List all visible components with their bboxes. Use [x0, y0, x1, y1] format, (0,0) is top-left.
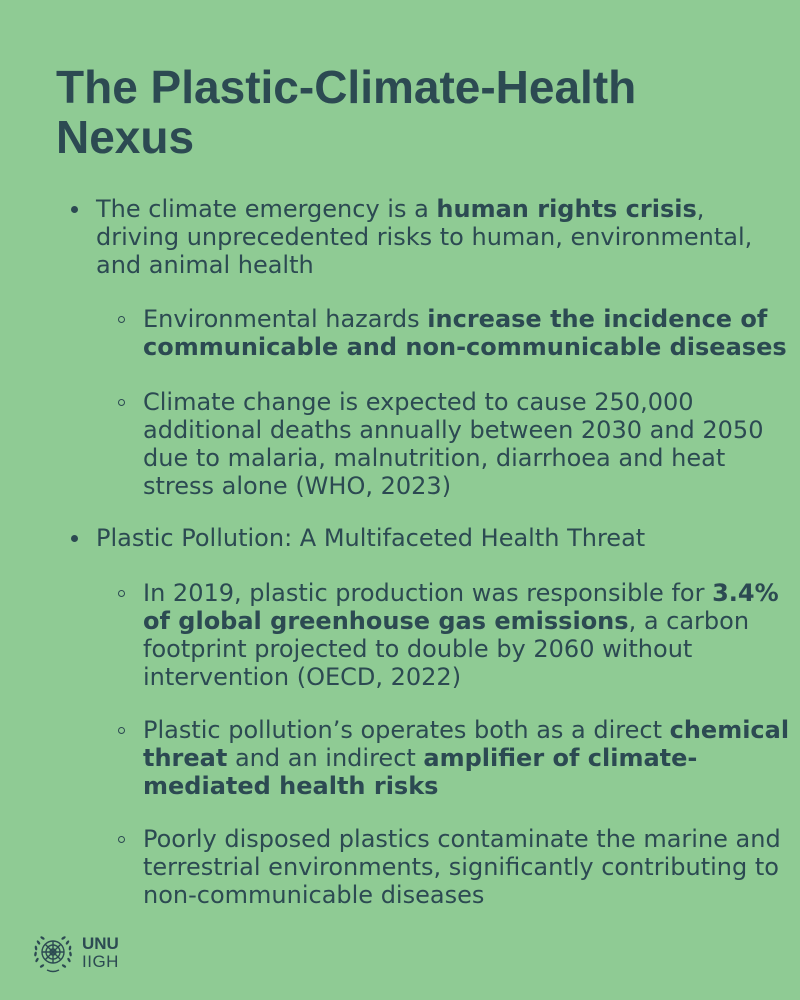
sub-bullet-ring-icon	[118, 399, 125, 406]
sub-bullet-ring-icon	[118, 836, 125, 843]
sub-bullet-text: Climate change is expected to cause 250,000 additional deaths annually between 2030 and 2050 due to malaria, malnutrition, diarrhoea and heat stress alone (WHO, 2023)	[143, 388, 764, 500]
bullet-text: , driving unprecedented risks to human, environmental, and animal health	[96, 195, 753, 279]
bullet-text: Plastic Pollution: A Multifaceted Health Threat	[96, 524, 646, 552]
sub-bullet-text: , a carbon footprint projected to double by 2060 without intervention (OECD, 2022)	[143, 607, 750, 691]
sub-bullet-text-bold: increase the incidence of communicable and non-communicable diseases	[143, 305, 787, 361]
sub-bullet-text: Plastic pollution’s operates both as a direct	[143, 716, 670, 744]
sub-bullet-text-bold: chemical threat	[143, 716, 790, 772]
unu-iigh-logo	[30, 930, 119, 976]
bullet-item	[96, 195, 776, 279]
bullet-item	[96, 524, 776, 552]
sub-bullet-text: and an indirect	[227, 744, 424, 772]
sub-bullet-text-bold: 3.4% of global greenhouse gas emissions	[143, 579, 779, 635]
sub-bullet-item	[143, 388, 793, 500]
sub-bullet-item	[143, 305, 793, 361]
logo-line-unu: UNU	[82, 934, 119, 953]
sub-bullet-item	[143, 716, 793, 800]
bullet-dot-icon	[71, 206, 78, 213]
sub-bullet-ring-icon	[118, 590, 125, 597]
bullet-text-bold: human rights crisis	[436, 195, 697, 223]
bullet-dot-icon	[71, 535, 78, 542]
un-emblem-icon	[30, 930, 76, 976]
sub-bullet-text: Poorly disposed plastics contaminate the marine and terrestrial environments, significantly contributing to non-communicable diseases	[143, 825, 781, 909]
sub-bullet-ring-icon	[118, 727, 125, 734]
sub-bullet-ring-icon	[118, 316, 125, 323]
sub-bullet-text: Environmental hazards	[143, 305, 428, 333]
logo-text	[82, 935, 119, 971]
sub-bullet-text-bold: amplifier of climate-mediated health risks	[143, 744, 698, 800]
sub-bullet-text: In 2019, plastic production was responsible for	[143, 579, 713, 607]
sub-bullet-item	[143, 579, 793, 691]
page-title: The Plastic-Climate-Health Nexus	[56, 61, 637, 163]
sub-bullet-item	[143, 825, 793, 909]
bullet-text: The climate emergency is a	[96, 195, 437, 223]
logo-line-iigh: IIGH	[82, 952, 119, 971]
